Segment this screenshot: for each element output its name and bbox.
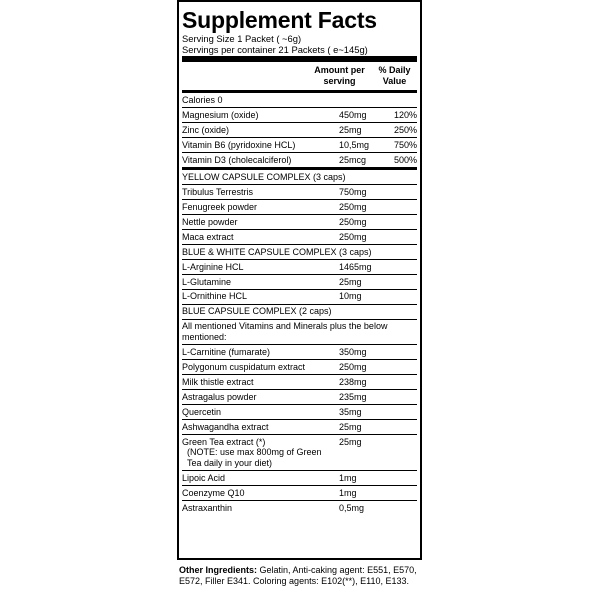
ingredient-name: L-Carnitine (fumarate) [182, 346, 271, 357]
blue-complex-note: All mentioned Vitamins and Minerals plus the below mentioned: [182, 320, 417, 345]
ingredient-amount: 25mg [339, 436, 362, 447]
ingredient-row [182, 486, 417, 501]
ingredient-row [182, 260, 417, 275]
ingredient-row [182, 290, 417, 305]
nutrient-amount: 25mcg [339, 154, 367, 165]
nutrient-name: Magnesium (oxide) [182, 109, 259, 120]
nutrient-dv: 750% [393, 139, 417, 150]
ingredient-name: Tribulus Terrestris [182, 186, 254, 197]
ingredient-row [182, 230, 417, 245]
ingredient-name: Astragalus powder [182, 391, 257, 402]
ingredient-name: Quercetin [182, 406, 222, 417]
ingredient-amount: 25mg [339, 276, 362, 287]
ingredient-amount: 250mg [339, 216, 367, 227]
nutrient-amount: 25mg [339, 124, 362, 135]
ingredient-name: Polygonum cuspidatum extract [182, 361, 306, 372]
nutrient-dv: 500% [393, 154, 417, 165]
other-ingredients-label: Other Ingredients: [179, 565, 258, 575]
ingredient-name: Astraxanthin [182, 502, 233, 513]
ingredient-amount: 1mg [339, 487, 357, 498]
column-header [182, 62, 417, 90]
vitamin-row [182, 138, 417, 153]
ingredient-row [182, 345, 417, 360]
ingredient-row [182, 360, 417, 375]
ingredient-name: Coenzyme Q10 [182, 487, 245, 498]
nutrient-amount: 450mg [339, 109, 367, 120]
ingredient-amount: 250mg [339, 231, 367, 242]
green-tea-note: (NOTE: use max 800mg of Green Tea daily in your diet) [187, 447, 322, 468]
servings-per-container: Servings per container 21 Packets ( e~145g) [182, 44, 368, 55]
vitamin-row [182, 123, 417, 138]
ingredient-amount: 750mg [339, 186, 367, 197]
calories-row [182, 93, 417, 108]
ingredient-name: Nettle powder [182, 216, 238, 227]
yellow-complex-heading: YELLOW CAPSULE COMPLEX (3 caps) [182, 170, 417, 185]
ingredient-amount: 250mg [339, 361, 367, 372]
ingredient-row [182, 275, 417, 290]
ingredient-row [182, 420, 417, 435]
ingredient-name: Ashwagandha extract [182, 421, 269, 432]
daily-value-header: % Daily Value [378, 65, 411, 86]
nutrient-name: Vitamin D3 (cholecalciferol) [182, 154, 292, 165]
ingredient-row [182, 471, 417, 486]
green-tea-cell [182, 437, 339, 469]
ingredient-row [182, 185, 417, 200]
ingredient-name: Fenugreek powder [182, 201, 258, 212]
ingredient-amount: 0,5mg [339, 502, 365, 513]
serving-size: Serving Size 1 Packet ( ~6g) [182, 33, 302, 44]
ingredient-amount: 350mg [339, 346, 367, 357]
ingredient-amount: 25mg [339, 421, 362, 432]
ingredient-amount: 1mg [339, 472, 357, 483]
ingredient-row [182, 390, 417, 405]
ingredient-row [182, 405, 417, 420]
ingredient-name: Milk thistle extract [182, 376, 254, 387]
ingredient-row [182, 501, 417, 515]
ingredient-name: L-Ornithine HCL [182, 291, 248, 302]
bluewhite-complex-heading: BLUE & WHITE CAPSULE COMPLEX (3 caps) [182, 245, 417, 260]
vitamin-row [182, 153, 417, 167]
ingredient-amount: 10mg [339, 291, 362, 302]
other-ingredients [179, 565, 429, 587]
vitamin-row [182, 108, 417, 123]
ingredient-name: Maca extract [182, 231, 234, 242]
nutrient-dv: 250% [393, 124, 417, 135]
ingredient-row [182, 200, 417, 215]
ingredient-amount: 250mg [339, 201, 367, 212]
blue-complex-heading: BLUE CAPSULE COMPLEX (2 caps) [182, 305, 417, 320]
nutrient-dv: 120% [393, 109, 417, 120]
ingredient-name: Green Tea extract (*) [182, 436, 266, 447]
ingredient-amount: 235mg [339, 391, 367, 402]
nutrient-name: Zinc (oxide) [182, 124, 230, 135]
panel-title: Supplement Facts [182, 7, 377, 33]
nutrient-name: Vitamin B6 (pyridoxine HCL) [182, 139, 296, 150]
calories: Calories 0 [182, 94, 223, 105]
ingredient-amount: 35mg [339, 406, 362, 417]
other-ingredients-text: Gelatin, Anti-caking agent: E551, E570, E572, Filler E341. Coloring agents: E102(**), E110, E133. [179, 565, 417, 586]
ingredient-row [182, 215, 417, 230]
supplement-facts-panel [177, 0, 422, 560]
ingredient-name: L-Glutamine [182, 276, 232, 287]
amount-header: Amount per serving [314, 65, 365, 86]
ingredient-amount: 1465mg [339, 261, 372, 272]
ingredient-name: L-Arginine HCL [182, 261, 244, 272]
ingredient-amount: 238mg [339, 376, 367, 387]
ingredient-name: Lipoic Acid [182, 472, 226, 483]
ingredient-row [182, 375, 417, 390]
nutrient-amount: 10,5mg [339, 139, 370, 150]
green-tea-row [182, 435, 417, 471]
